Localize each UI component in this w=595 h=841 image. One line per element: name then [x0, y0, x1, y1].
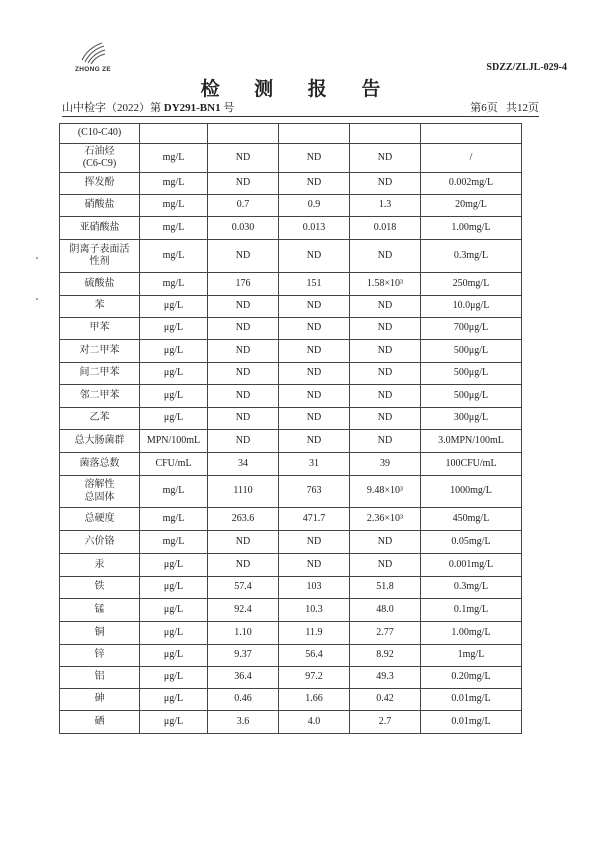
cell-v2: ND [279, 408, 350, 430]
cell-unit: mg/L [140, 531, 208, 554]
cell-name: 菌落总数 [60, 453, 140, 476]
cell-v1: ND [208, 408, 279, 430]
cell-v3: 2.36×10³ [350, 508, 421, 531]
table-row [60, 363, 522, 385]
cell-v2: 56.4 [279, 645, 350, 667]
cell-v2: 31 [279, 453, 350, 476]
cell-unit: μg/L [140, 554, 208, 577]
cell-v2: ND [279, 363, 350, 385]
cell-v1: 1.10 [208, 622, 279, 645]
logo-mark-icon [78, 40, 108, 66]
table-row [60, 240, 522, 273]
cell-limit: 500μg/L [421, 340, 522, 363]
table-row [60, 531, 522, 554]
cell-limit: 20mg/L [421, 195, 522, 217]
cell-v3: ND [350, 144, 421, 173]
cell-v3: 49.3 [350, 667, 421, 689]
cell-name: 硫酸盐 [60, 273, 140, 296]
table-row [60, 296, 522, 318]
page-indicator [470, 99, 539, 115]
cell-v1: 0.030 [208, 217, 279, 240]
cell-v1: 0.46 [208, 689, 279, 711]
cell-v2: ND [279, 144, 350, 173]
cell-v2: ND [279, 240, 350, 273]
table-row [60, 453, 522, 476]
cell-unit [140, 124, 208, 144]
cell-v3: ND [350, 318, 421, 340]
cell-unit: μg/L [140, 622, 208, 645]
cell-v1: ND [208, 318, 279, 340]
cell-unit: μg/L [140, 363, 208, 385]
table-row [60, 577, 522, 599]
cell-limit: 100CFU/mL [421, 453, 522, 476]
cell-v2: 4.0 [279, 711, 350, 734]
table-row [60, 273, 522, 296]
cell-name: 总大肠菌群 [60, 430, 140, 453]
cell-v3: ND [350, 240, 421, 273]
report-number-prefix: 山中检字（2022）第 [62, 102, 164, 114]
results-table [59, 123, 522, 734]
table-row [60, 430, 522, 453]
cell-v1: ND [208, 296, 279, 318]
table-row [60, 508, 522, 531]
cell-v3: 0.42 [350, 689, 421, 711]
page-title: 检 测 报 告 [200, 78, 395, 100]
table-row [60, 689, 522, 711]
cell-v1: 36.4 [208, 667, 279, 689]
table-row [60, 645, 522, 667]
table-row [60, 408, 522, 430]
cell-limit: 3.0MPN/100mL [421, 430, 522, 453]
table-row [60, 144, 522, 173]
cell-unit: μg/L [140, 296, 208, 318]
cell-v3: ND [350, 340, 421, 363]
cell-unit: μg/L [140, 318, 208, 340]
cell-v3: 39 [350, 453, 421, 476]
cell-v1: ND [208, 385, 279, 408]
cell-unit: CFU/mL [140, 453, 208, 476]
cell-v2: ND [279, 173, 350, 195]
cell-limit: 500μg/L [421, 385, 522, 408]
cell-unit: mg/L [140, 144, 208, 173]
cell-v1: 176 [208, 273, 279, 296]
cell-limit: 0.20mg/L [421, 667, 522, 689]
cell-name: 六价铬 [60, 531, 140, 554]
cell-name: 苯 [60, 296, 140, 318]
table-row [60, 554, 522, 577]
cell-limit: / [421, 144, 522, 173]
cell-name: 对二甲苯 [60, 340, 140, 363]
cell-unit: μg/L [140, 340, 208, 363]
cell-name: 亚硝酸盐 [60, 217, 140, 240]
cell-v3: ND [350, 554, 421, 577]
cell-v1: ND [208, 240, 279, 273]
table-row [60, 599, 522, 622]
cell-v2: ND [279, 531, 350, 554]
cell-v1: 3.6 [208, 711, 279, 734]
cell-limit: 0.3mg/L [421, 577, 522, 599]
cell-name: 甲苯 [60, 318, 140, 340]
table-row [60, 195, 522, 217]
cell-v3: 0.018 [350, 217, 421, 240]
cell-limit: 0.1mg/L [421, 599, 522, 622]
cell-v2: ND [279, 296, 350, 318]
cell-v3: 2.7 [350, 711, 421, 734]
cell-limit: 500μg/L [421, 363, 522, 385]
cell-v3: ND [350, 173, 421, 195]
cell-limit: 1000mg/L [421, 476, 522, 508]
cell-unit: mg/L [140, 508, 208, 531]
cell-v2: ND [279, 554, 350, 577]
cell-name: (C10-C40) [60, 124, 140, 144]
cell-v2: 103 [279, 577, 350, 599]
cell-v3: 48.0 [350, 599, 421, 622]
cell-limit: 1.00mg/L [421, 622, 522, 645]
cell-limit: 1mg/L [421, 645, 522, 667]
cell-v2: 763 [279, 476, 350, 508]
cell-name: 乙苯 [60, 408, 140, 430]
cell-v2 [279, 124, 350, 144]
cell-limit: 0.05mg/L [421, 531, 522, 554]
cell-limit: 0.01mg/L [421, 711, 522, 734]
cell-v1: 263.6 [208, 508, 279, 531]
cell-v3: ND [350, 363, 421, 385]
page-total: 共12页 [506, 102, 539, 114]
cell-limit: 1.00mg/L [421, 217, 522, 240]
cell-v2: ND [279, 385, 350, 408]
table-row [60, 124, 522, 144]
scan-speck [36, 257, 38, 259]
table-row [60, 217, 522, 240]
cell-v2: 0.013 [279, 217, 350, 240]
cell-v3: 1.58×10³ [350, 273, 421, 296]
cell-limit: 700μg/L [421, 318, 522, 340]
cell-v1 [208, 124, 279, 144]
cell-v2: ND [279, 318, 350, 340]
document-code: SDZZ/ZLJL-029-4 [486, 62, 567, 73]
cell-v1: 92.4 [208, 599, 279, 622]
cell-v3: ND [350, 296, 421, 318]
cell-v3: 9.48×10³ [350, 476, 421, 508]
cell-name: 硝酸盐 [60, 195, 140, 217]
cell-v2: 151 [279, 273, 350, 296]
cell-limit: 10.0μg/L [421, 296, 522, 318]
cell-unit: μg/L [140, 689, 208, 711]
cell-unit: μg/L [140, 385, 208, 408]
cell-v3: ND [350, 385, 421, 408]
cell-unit: μg/L [140, 408, 208, 430]
cell-unit: mg/L [140, 217, 208, 240]
cell-v1: ND [208, 430, 279, 453]
cell-v2: 10.3 [279, 599, 350, 622]
cell-name: 阴离子表面活 性剂 [60, 240, 140, 273]
cell-name: 铁 [60, 577, 140, 599]
cell-limit: 0.002mg/L [421, 173, 522, 195]
cell-name: 溶解性 总固体 [60, 476, 140, 508]
cell-name: 汞 [60, 554, 140, 577]
cell-v1: 9.37 [208, 645, 279, 667]
cell-limit: 0.01mg/L [421, 689, 522, 711]
company-logo [62, 40, 124, 78]
cell-v2: 1.66 [279, 689, 350, 711]
cell-v3: 51.8 [350, 577, 421, 599]
report-number-code: DY291-BN1 [163, 102, 221, 114]
cell-v1: ND [208, 554, 279, 577]
cell-name: 锰 [60, 599, 140, 622]
cell-v3: 2.77 [350, 622, 421, 645]
cell-v3: ND [350, 408, 421, 430]
table-row [60, 622, 522, 645]
cell-limit: 450mg/L [421, 508, 522, 531]
cell-v3: ND [350, 430, 421, 453]
cell-unit: mg/L [140, 476, 208, 508]
table-row [60, 340, 522, 363]
cell-v1: 34 [208, 453, 279, 476]
cell-v2: ND [279, 430, 350, 453]
cell-name: 锌 [60, 645, 140, 667]
logo-text: ZHONG ZE [75, 66, 111, 73]
cell-name: 石油烃 (C6-C9) [60, 144, 140, 173]
cell-unit: mg/L [140, 173, 208, 195]
cell-unit: μg/L [140, 599, 208, 622]
cell-name: 总硬度 [60, 508, 140, 531]
cell-limit: 250mg/L [421, 273, 522, 296]
cell-v1: 0.7 [208, 195, 279, 217]
scan-speck [36, 298, 38, 300]
cell-unit: MPN/100mL [140, 430, 208, 453]
cell-unit: μg/L [140, 711, 208, 734]
cell-name: 挥发酚 [60, 173, 140, 195]
cell-unit: mg/L [140, 240, 208, 273]
cell-v2: 471.7 [279, 508, 350, 531]
table-row [60, 667, 522, 689]
cell-v2: 11.9 [279, 622, 350, 645]
cell-limit [421, 124, 522, 144]
cell-v1: 1110 [208, 476, 279, 508]
table-row [60, 318, 522, 340]
cell-unit: μg/L [140, 577, 208, 599]
cell-v2: 97.2 [279, 667, 350, 689]
cell-v1: ND [208, 144, 279, 173]
cell-unit: mg/L [140, 195, 208, 217]
cell-unit: μg/L [140, 645, 208, 667]
cell-v1: 57.4 [208, 577, 279, 599]
cell-v1: ND [208, 363, 279, 385]
cell-name: 硒 [60, 711, 140, 734]
report-number [62, 99, 234, 115]
cell-name: 邻二甲苯 [60, 385, 140, 408]
cell-v2: ND [279, 340, 350, 363]
page-current: 第6页 [470, 102, 498, 114]
cell-name: 铝 [60, 667, 140, 689]
cell-v3 [350, 124, 421, 144]
cell-unit: μg/L [140, 667, 208, 689]
cell-limit: 0.3mg/L [421, 240, 522, 273]
cell-v2: 0.9 [279, 195, 350, 217]
cell-unit: mg/L [140, 273, 208, 296]
cell-v1: ND [208, 340, 279, 363]
cell-name: 砷 [60, 689, 140, 711]
report-number-suffix: 号 [220, 102, 235, 114]
header-divider [62, 116, 539, 117]
cell-limit: 0.001mg/L [421, 554, 522, 577]
cell-limit: 300μg/L [421, 408, 522, 430]
table-row [60, 385, 522, 408]
cell-name: 铜 [60, 622, 140, 645]
table-row [60, 476, 522, 508]
cell-name: 间二甲苯 [60, 363, 140, 385]
cell-v3: 8.92 [350, 645, 421, 667]
cell-v1: ND [208, 531, 279, 554]
cell-v3: ND [350, 531, 421, 554]
cell-v3: 1.3 [350, 195, 421, 217]
table-row [60, 173, 522, 195]
cell-v1: ND [208, 173, 279, 195]
table-row [60, 711, 522, 734]
